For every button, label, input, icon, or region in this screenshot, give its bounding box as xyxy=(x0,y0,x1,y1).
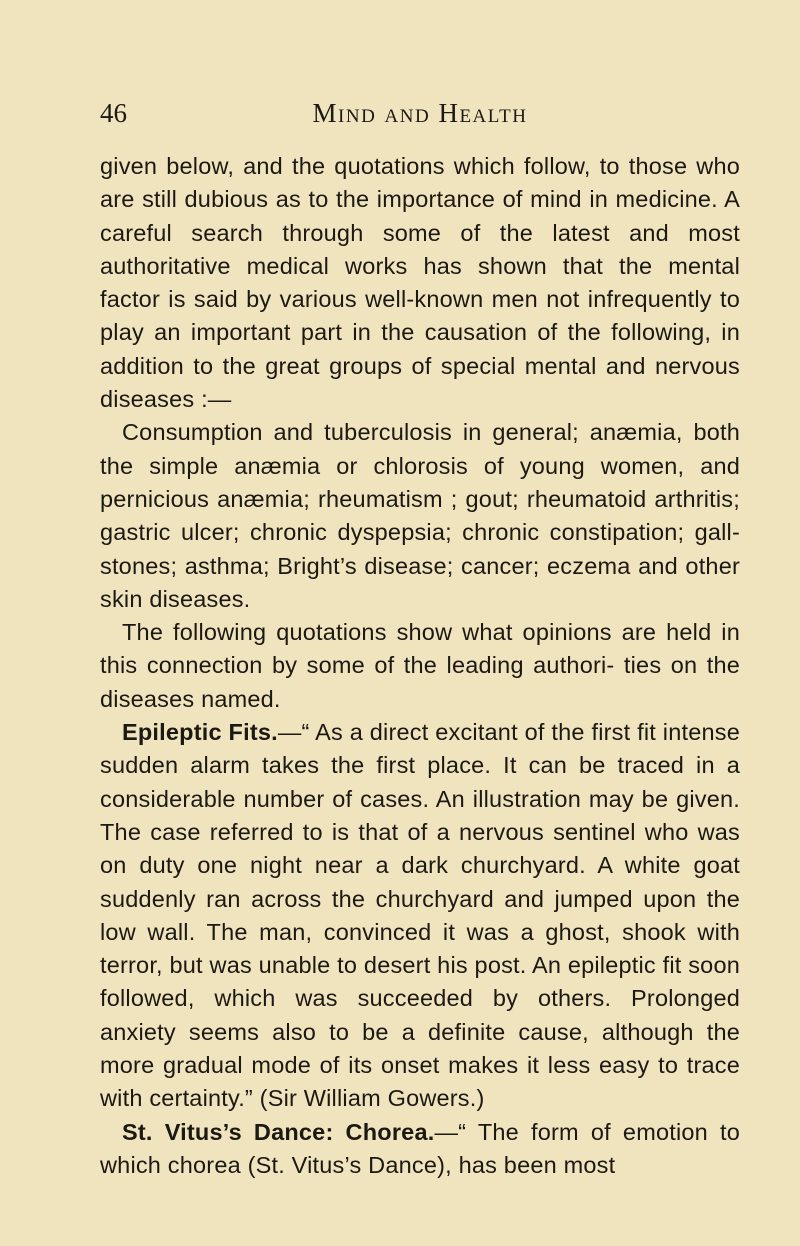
body-text xyxy=(100,150,740,1182)
epileptic-fits-heading: Epileptic Fits. xyxy=(122,719,278,746)
chorea-heading: St. Vitus’s Dance: Chorea. xyxy=(122,1118,435,1145)
epileptic-fits-text: —“ As a direct excitant of the first fit intense sudden alarm takes the first place. It can be traced in a considerable number of cases. An illustration may be given. The case referred to is that of a nervous sentinel who was on duty one night near a dark churchyard. A white goat suddenly ran across the churchyard and jumped upon the low wall. The man, convinced it was a ghost, shook with terror, but was unable to desert his post. An epileptic fit soon followed, which was succeeded by others. Prolonged anxiety seems also to be a definite cause, although the more gradual mode of its onset makes it less easy to trace with certainty.” (Sir William Gowers.) xyxy=(100,719,740,1112)
paragraph-quotations-intro: The following quotations show what opinions are held in this connection by some of the leading authori- ties on the diseases named. xyxy=(100,619,740,712)
paragraph-continuation: given below, and the quotations which follow, to those who are still dubious as to the importance of mind in medicine. A careful search through some of the latest and most authoritative medical works has shown that the mental factor is said by various well-known men not infrequently to play an important part in the causation of the following, in addition to the great groups of special mental and nervous diseases :— xyxy=(100,153,740,413)
page-number: 46 xyxy=(100,98,127,128)
running-head xyxy=(100,93,740,137)
chorea-text: —“ The form of emotion to which chorea (St. Vitus’s Dance), has been most xyxy=(100,1118,740,1178)
paragraph-chorea xyxy=(100,1116,740,1183)
book-title: Mind and Health xyxy=(312,98,528,128)
paragraph-epileptic-fits xyxy=(100,716,740,1116)
paragraph-disease-list: Consumption and tuberculosis in general; anæmia, both the simple anæmia or chlorosis of young women, and pernicious anæmia; rheumatism ; gout; rheumatoid arthritis; gastric ulcer; chronic dyspepsia; chronic constipation; gall-stones; asthma; Bright’s disease; cancer; eczema and other skin diseases. xyxy=(100,419,740,612)
